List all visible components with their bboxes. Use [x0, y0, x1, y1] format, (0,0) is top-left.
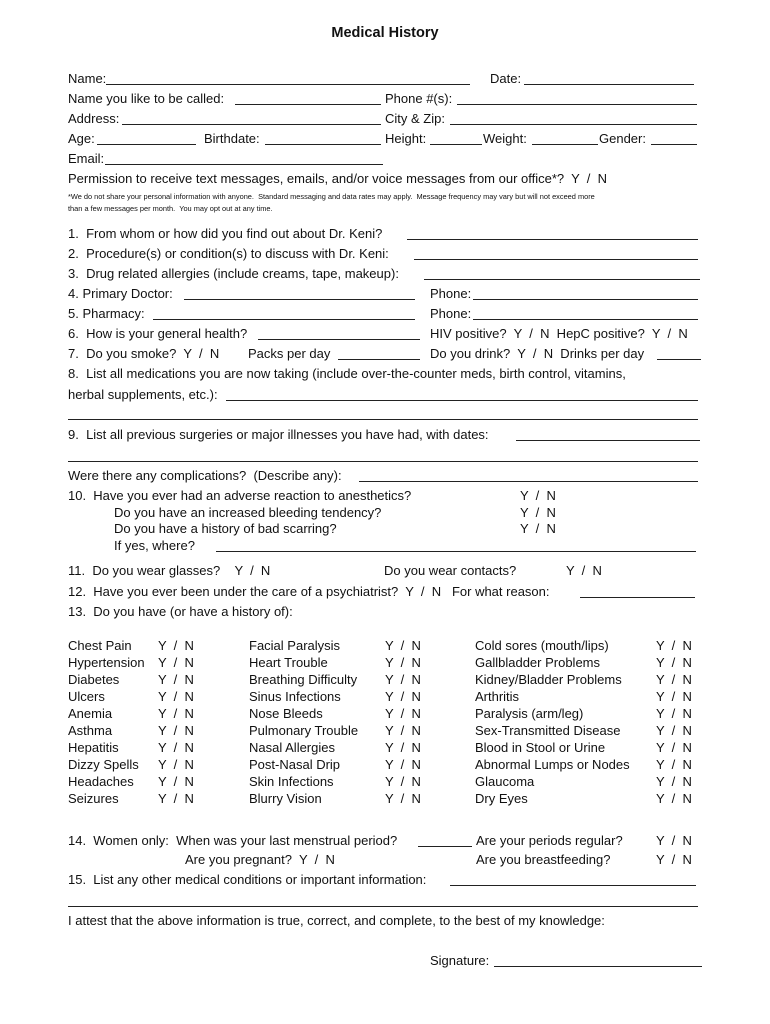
question-2: 2. Procedure(s) or condition(s) to discuss with Dr. Keni:: [68, 246, 389, 261]
pharmacy-phone-field[interactable]: [473, 319, 698, 320]
condition-label: Post-Nasal Drip: [249, 757, 341, 772]
condition-label: Cold sores (mouth/lips): [475, 638, 609, 653]
date-label: Date:: [490, 71, 522, 86]
phone-field[interactable]: [457, 104, 697, 105]
condition-yes-no[interactable]: Y / N: [158, 723, 194, 738]
condition-label: Chest Pain: [68, 638, 132, 653]
question-3: 3. Drug related allergies (include creams, tape, makeup):: [68, 266, 399, 281]
breastfeeding-question: Are you breastfeeding?: [476, 852, 611, 867]
address-field[interactable]: [122, 124, 381, 125]
condition-yes-no[interactable]: Y / N: [158, 638, 194, 653]
question-14: 14. Women only: When was your last menstrual period?: [68, 833, 398, 848]
question-12: 12. Have you ever been under the care of a psychiatrist? Y / N For what reason:: [68, 584, 550, 599]
weight-field[interactable]: [532, 144, 598, 145]
packs-per-day-label: Packs per day: [248, 346, 331, 361]
condition-label: Facial Paralysis: [249, 638, 341, 653]
scarring-yes-no[interactable]: Y / N: [520, 521, 556, 536]
hiv-hepc-question: HIV positive? Y / N HepC positive? Y / N: [430, 326, 688, 341]
condition-label: Pulmonary Trouble: [249, 723, 359, 738]
pregnant-question: Are you pregnant? Y / N: [185, 852, 335, 867]
condition-label: Dry Eyes: [475, 791, 528, 806]
condition-yes-no[interactable]: Y / N: [656, 774, 692, 789]
address-label: Address:: [68, 111, 120, 126]
question-8-continued: herbal supplements, etc.):: [68, 387, 218, 402]
condition-yes-no[interactable]: Y / N: [385, 791, 421, 806]
condition-yes-no[interactable]: Y / N: [385, 723, 421, 738]
medications-field-line-2[interactable]: [68, 419, 698, 420]
condition-yes-no[interactable]: Y / N: [158, 791, 194, 806]
email-label: Email:: [68, 151, 105, 166]
pharmacy-phone-label: Phone:: [430, 306, 472, 321]
general-health-field[interactable]: [258, 339, 420, 340]
question-7-smoke: 7. Do you smoke? Y / N: [68, 346, 220, 361]
condition-yes-no[interactable]: Y / N: [158, 655, 194, 670]
condition-yes-no[interactable]: Y / N: [656, 706, 692, 721]
question-10: 10. Have you ever had an adverse reaction to anesthetics?: [68, 488, 412, 503]
question-10-where: If yes, where?: [114, 538, 195, 553]
condition-yes-no[interactable]: Y / N: [656, 723, 692, 738]
menstrual-period-field[interactable]: [418, 846, 472, 847]
condition-label: Asthma: [68, 723, 113, 738]
condition-yes-no[interactable]: Y / N: [656, 655, 692, 670]
permission-question: Permission to receive text messages, emails, and/or voice messages from our office*? Y / N: [68, 171, 608, 186]
question-3-field[interactable]: [424, 279, 700, 280]
condition-yes-no[interactable]: Y / N: [158, 740, 194, 755]
condition-label: Sex-Transmitted Disease: [475, 723, 621, 738]
page-title: Medical History: [331, 25, 439, 41]
question-15: 15. List any other medical conditions or important information:: [68, 872, 427, 887]
condition-yes-no[interactable]: Y / N: [656, 638, 692, 653]
signature-label: Signature:: [430, 953, 490, 968]
question-10-scarring: Do you have a history of bad scarring?: [114, 521, 337, 536]
question-1-field[interactable]: [407, 239, 698, 240]
question-11-glasses: 11. Do you wear glasses? Y / N: [68, 563, 271, 578]
condition-label: Headaches: [68, 774, 134, 789]
condition-yes-no[interactable]: Y / N: [385, 757, 421, 772]
city-zip-field[interactable]: [450, 124, 697, 125]
gender-label: Gender:: [599, 131, 646, 146]
height-field[interactable]: [430, 144, 482, 145]
pharmacy-field[interactable]: [153, 319, 415, 320]
question-8: 8. List all medications you are now taking (include over-the-counter meds, birth control, vitamins,: [68, 366, 626, 381]
medications-field[interactable]: [226, 400, 698, 401]
condition-label: Ulcers: [68, 689, 105, 704]
condition-yes-no[interactable]: Y / N: [656, 791, 692, 806]
condition-label: Anemia: [68, 706, 113, 721]
condition-yes-no[interactable]: Y / N: [656, 672, 692, 687]
gender-field[interactable]: [651, 144, 697, 145]
question-7-drink: Do you drink? Y / N Drinks per day: [430, 346, 645, 361]
condition-yes-no[interactable]: Y / N: [158, 672, 194, 687]
question-9: 9. List all previous surgeries or major illnesses you have had, with dates:: [68, 427, 489, 442]
condition-label: Abnormal Lumps or Nodes: [475, 757, 630, 772]
condition-label: Glaucoma: [475, 774, 535, 789]
condition-yes-no[interactable]: Y / N: [656, 757, 692, 772]
primary-doctor-field[interactable]: [184, 299, 415, 300]
surgeries-field-line-2[interactable]: [68, 461, 698, 462]
condition-yes-no[interactable]: Y / N: [385, 655, 421, 670]
question-4: 4. Primary Doctor:: [68, 286, 173, 301]
surgeries-field[interactable]: [516, 440, 700, 441]
question-5: 5. Pharmacy:: [68, 306, 145, 321]
other-conditions-field-line-2[interactable]: [68, 906, 698, 907]
condition-label: Hepatitis: [68, 740, 119, 755]
condition-yes-no[interactable]: Y / N: [158, 689, 194, 704]
condition-label: Paralysis (arm/leg): [475, 706, 584, 721]
condition-label: Dizzy Spells: [68, 757, 139, 772]
weight-label: Weight:: [483, 131, 527, 146]
doctor-phone-label: Phone:: [430, 286, 472, 301]
contacts-yes-no[interactable]: Y / N: [566, 563, 602, 578]
bleeding-yes-no[interactable]: Y / N: [520, 505, 556, 520]
disclaimer-line-2: than a few messages per month. You may opt out at any time.: [68, 204, 273, 213]
question-1: 1. From whom or how did you find out about Dr. Keni?: [68, 226, 383, 241]
doctor-phone-field[interactable]: [473, 299, 698, 300]
question-10-yes-no[interactable]: Y / N: [520, 488, 556, 503]
condition-yes-no[interactable]: Y / N: [385, 689, 421, 704]
scarring-where-field[interactable]: [216, 551, 696, 552]
complications-question: Were there any complications? (Describe any):: [68, 468, 342, 483]
age-label: Age:: [68, 131, 95, 146]
periods-regular-question: Are your periods regular?: [476, 833, 623, 848]
condition-label: Nasal Allergies: [249, 740, 335, 755]
question-2-field[interactable]: [414, 259, 698, 260]
condition-label: Hypertension: [68, 655, 145, 670]
question-13: 13. Do you have (or have a history of):: [68, 604, 293, 619]
drinks-per-day-field[interactable]: [657, 359, 701, 360]
question-11-contacts: Do you wear contacts?: [384, 563, 517, 578]
breastfeeding-yes-no[interactable]: Y / N: [656, 852, 692, 867]
other-conditions-field[interactable]: [450, 885, 696, 886]
packs-per-day-field[interactable]: [338, 359, 420, 360]
condition-label: Heart Trouble: [249, 655, 328, 670]
condition-label: Skin Infections: [249, 774, 334, 789]
condition-yes-no[interactable]: Y / N: [158, 706, 194, 721]
condition-label: Sinus Infections: [249, 689, 341, 704]
attestation: I attest that the above information is true, correct, and complete, to the best of my knowledge:: [68, 913, 605, 928]
complications-field[interactable]: [359, 481, 698, 482]
question-10-bleeding: Do you have an increased bleeding tendency?: [114, 505, 382, 520]
condition-label: Arthritis: [475, 689, 520, 704]
condition-yes-no[interactable]: Y / N: [158, 757, 194, 772]
condition-yes-no[interactable]: Y / N: [158, 774, 194, 789]
condition-label: Blurry Vision: [249, 791, 322, 806]
signature-field[interactable]: [494, 966, 702, 967]
condition-label: Diabetes: [68, 672, 120, 687]
birthdate-label: Birthdate:: [204, 131, 260, 146]
condition-yes-no[interactable]: Y / N: [385, 740, 421, 755]
condition-yes-no[interactable]: Y / N: [385, 672, 421, 687]
birthdate-field[interactable]: [265, 144, 381, 145]
date-field[interactable]: [524, 84, 694, 85]
name-label: Name:: [68, 71, 107, 86]
email-field[interactable]: [105, 164, 383, 165]
condition-label: Nose Bleeds: [249, 706, 323, 721]
name-field[interactable]: [106, 84, 470, 85]
condition-yes-no[interactable]: Y / N: [385, 706, 421, 721]
preferred-name-label: Name you like to be called:: [68, 91, 225, 106]
phone-label: Phone #(s):: [385, 91, 453, 106]
condition-yes-no[interactable]: Y / N: [385, 774, 421, 789]
condition-label: Gallbladder Problems: [475, 655, 601, 670]
psychiatrist-reason-field[interactable]: [580, 597, 695, 598]
preferred-name-field[interactable]: [235, 104, 381, 105]
condition-label: Blood in Stool or Urine: [475, 740, 606, 755]
condition-yes-no[interactable]: Y / N: [656, 689, 692, 704]
condition-yes-no[interactable]: Y / N: [385, 638, 421, 653]
condition-label: Seizures: [68, 791, 119, 806]
height-label: Height:: [385, 131, 427, 146]
question-6: 6. How is your general health?: [68, 326, 248, 341]
city-zip-label: City & Zip:: [385, 111, 445, 126]
age-field[interactable]: [97, 144, 196, 145]
condition-label: Breathing Difficulty: [249, 672, 358, 687]
condition-label: Kidney/Bladder Problems: [475, 672, 622, 687]
condition-yes-no[interactable]: Y / N: [656, 740, 692, 755]
disclaimer-line-1: *We do not share your personal information with anyone. Standard messaging and data rates may apply. Message frequency may vary but will not exceed more: [68, 192, 595, 201]
periods-regular-yes-no[interactable]: Y / N: [656, 833, 692, 848]
